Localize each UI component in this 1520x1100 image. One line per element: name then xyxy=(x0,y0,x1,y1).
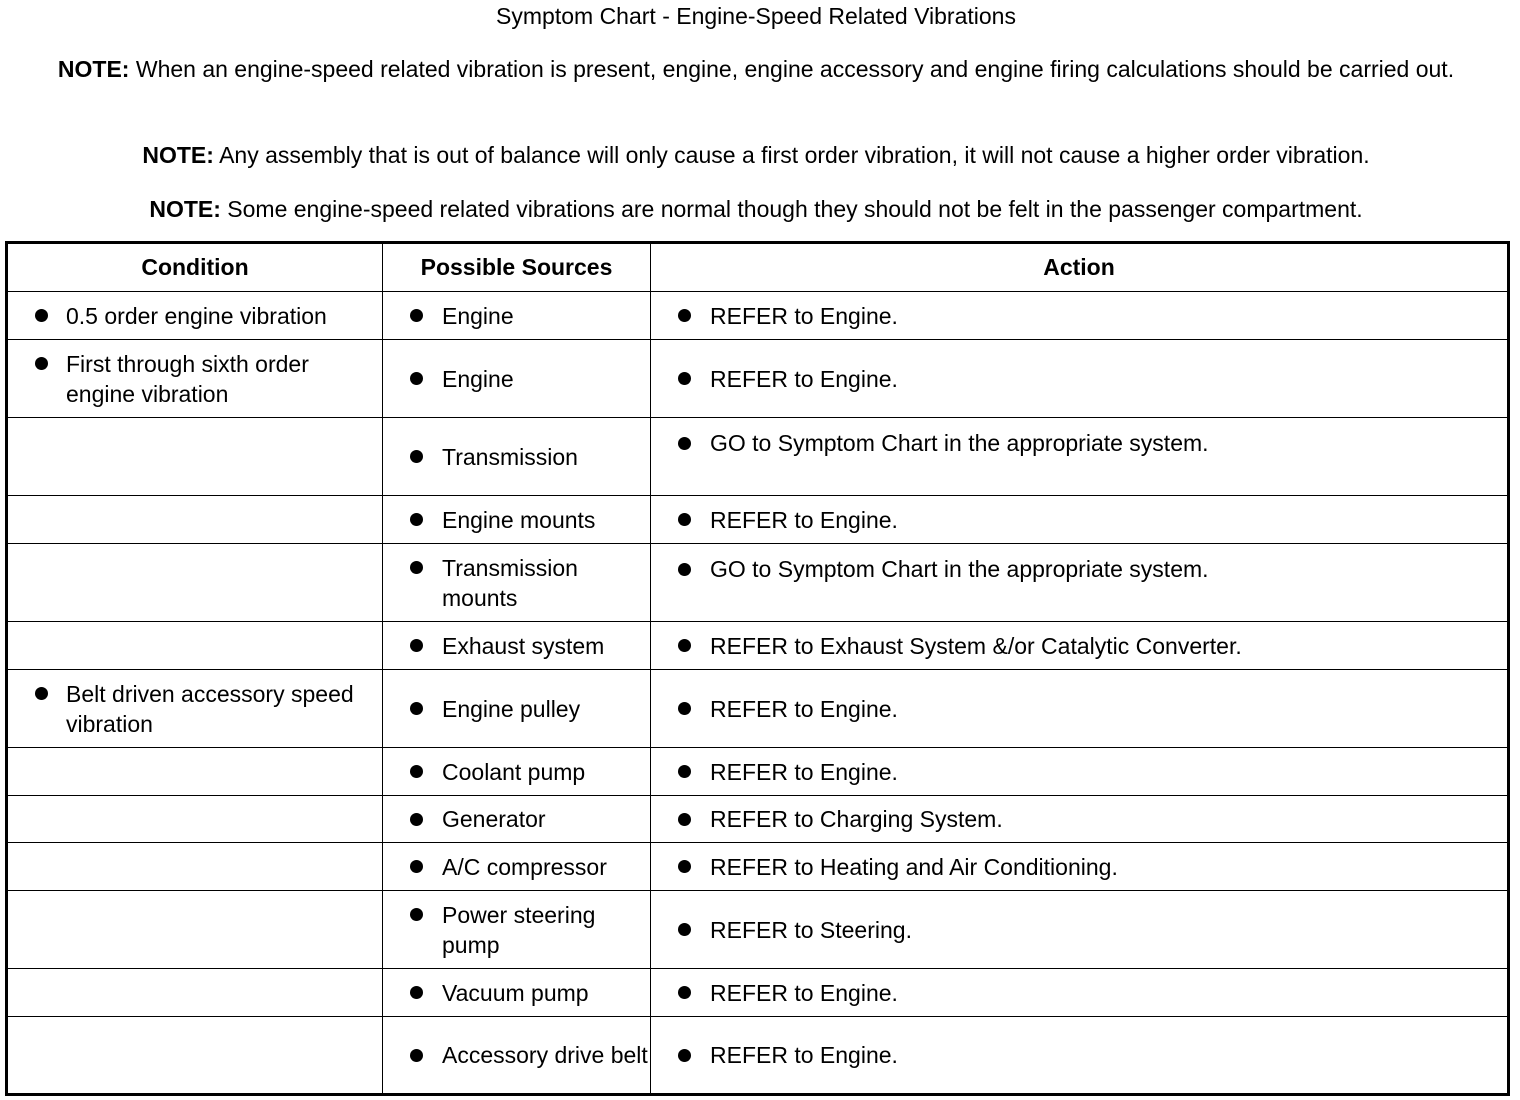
bullet-icon xyxy=(678,563,691,576)
bullet-icon xyxy=(410,908,423,921)
action-text: REFER to Engine. xyxy=(710,979,898,1006)
bullet-icon xyxy=(410,860,423,873)
bullet-icon xyxy=(410,372,423,385)
source-cell xyxy=(383,1017,651,1095)
action-text: REFER to Engine. xyxy=(710,758,898,785)
table-row xyxy=(7,418,1509,496)
header-possible-sources: Possible Sources xyxy=(383,243,651,292)
source-cell xyxy=(383,496,651,544)
bullet-icon xyxy=(678,1049,691,1062)
bullet-icon xyxy=(410,986,423,999)
bullet-icon xyxy=(35,357,48,370)
condition-text: First through sixth order engine vibration xyxy=(66,350,309,407)
source-cell xyxy=(383,891,651,969)
bullet-icon xyxy=(678,923,691,936)
source-cell xyxy=(383,843,651,891)
source-cell xyxy=(383,340,651,418)
source-cell xyxy=(383,544,651,622)
bullet-icon xyxy=(678,309,691,322)
bullet-icon xyxy=(678,639,691,652)
bullet-icon xyxy=(410,765,423,778)
source-text: Engine xyxy=(442,365,514,392)
source-cell xyxy=(383,292,651,340)
action-text: REFER to Engine. xyxy=(710,506,898,533)
table-row xyxy=(7,969,1509,1017)
table-header-row xyxy=(7,243,1509,292)
note-text: When an engine-speed related vibration is present, engine, engine accessory and engine firing calculations should be carried out. xyxy=(135,56,1455,82)
source-text: Engine pulley xyxy=(442,695,581,722)
table-row xyxy=(7,340,1509,418)
bullet-icon xyxy=(678,437,691,450)
action-cell xyxy=(651,292,1509,340)
condition-cell-empty xyxy=(7,418,383,496)
source-text: Accessory drive belt xyxy=(442,1042,648,1068)
table-row xyxy=(7,843,1509,891)
source-text: Transmission xyxy=(442,443,578,470)
source-cell xyxy=(383,622,651,670)
source-text: Power steering pump xyxy=(442,901,596,958)
source-cell xyxy=(383,796,651,843)
table-row xyxy=(7,292,1509,340)
note-1 xyxy=(18,55,1494,84)
source-text: Engine mounts xyxy=(442,506,596,533)
bullet-icon xyxy=(35,309,48,322)
action-cell xyxy=(651,670,1509,748)
action-text: REFER to Steering. xyxy=(710,916,912,943)
bullet-icon xyxy=(678,372,691,385)
condition-cell-empty xyxy=(7,891,383,969)
condition-cell-empty xyxy=(7,544,383,622)
condition-cell-empty xyxy=(7,1017,383,1095)
note-label: NOTE: xyxy=(149,196,221,222)
bullet-icon xyxy=(410,450,423,463)
condition-cell-empty xyxy=(7,748,383,796)
action-cell xyxy=(651,843,1509,891)
bullet-icon xyxy=(678,702,691,715)
symptom-chart-table xyxy=(5,241,1510,1096)
action-text: REFER to Charging System. xyxy=(710,806,1003,832)
source-text: Transmission mounts xyxy=(442,554,578,611)
condition-cell xyxy=(7,340,383,418)
source-text: Coolant pump xyxy=(442,758,586,785)
bullet-icon xyxy=(410,639,423,652)
action-cell xyxy=(651,340,1509,418)
bullet-icon xyxy=(410,813,423,826)
source-cell xyxy=(383,418,651,496)
action-cell xyxy=(651,496,1509,544)
condition-cell xyxy=(7,670,383,748)
bullet-icon xyxy=(678,860,691,873)
action-cell xyxy=(651,622,1509,670)
note-3 xyxy=(18,195,1494,224)
action-text: REFER to Engine. xyxy=(710,1042,898,1068)
condition-cell xyxy=(7,292,383,340)
bullet-icon xyxy=(678,513,691,526)
table-row xyxy=(7,748,1509,796)
bullet-icon xyxy=(410,1049,423,1062)
bullet-icon xyxy=(410,702,423,715)
bullet-icon xyxy=(35,687,48,700)
note-label: NOTE: xyxy=(142,142,214,168)
note-text: Some engine-speed related vibrations are normal though they should not be felt in the passenger compartment. xyxy=(227,196,1363,222)
source-text: A/C compressor xyxy=(442,853,607,880)
action-text: REFER to Engine. xyxy=(710,302,898,329)
bullet-icon xyxy=(410,561,423,574)
action-cell xyxy=(651,544,1509,622)
action-text: REFER to Exhaust System &/or Catalytic Converter. xyxy=(710,632,1242,659)
note-text: Any assembly that is out of balance will only cause a first order vibration, it will not cause a higher order vibration. xyxy=(219,142,1370,168)
source-cell xyxy=(383,748,651,796)
action-text: GO to Symptom Chart in the appropriate system. xyxy=(710,556,1209,582)
source-cell xyxy=(383,969,651,1017)
action-cell xyxy=(651,748,1509,796)
header-condition: Condition xyxy=(7,243,383,292)
header-action: Action xyxy=(651,243,1509,292)
bullet-icon xyxy=(410,513,423,526)
bullet-icon xyxy=(678,813,691,826)
note-label: NOTE: xyxy=(57,56,130,82)
table-row xyxy=(7,891,1509,969)
note-2 xyxy=(18,141,1494,170)
table-row xyxy=(7,496,1509,544)
source-text: Vacuum pump xyxy=(442,979,589,1006)
source-text: Generator xyxy=(442,806,546,832)
source-text: Engine xyxy=(442,302,514,329)
condition-text: Belt driven accessory speed vibration xyxy=(66,680,354,737)
condition-cell-empty xyxy=(7,496,383,544)
page-title: Symptom Chart - Engine-Speed Related Vibrations xyxy=(496,3,1016,29)
action-cell xyxy=(651,891,1509,969)
action-cell xyxy=(651,796,1509,843)
bullet-icon xyxy=(678,765,691,778)
table-row xyxy=(7,1017,1509,1095)
source-text: Exhaust system xyxy=(442,632,605,659)
action-text: REFER to Engine. xyxy=(710,365,898,392)
bullet-icon xyxy=(410,309,423,322)
action-text: REFER to Heating and Air Conditioning. xyxy=(710,853,1118,880)
condition-cell-empty xyxy=(7,843,383,891)
source-cell xyxy=(383,670,651,748)
condition-text: 0.5 order engine vibration xyxy=(66,302,327,329)
table-row xyxy=(7,622,1509,670)
action-cell xyxy=(651,418,1509,496)
action-text: REFER to Engine. xyxy=(710,695,898,722)
table-row xyxy=(7,796,1509,843)
action-cell xyxy=(651,1017,1509,1095)
condition-cell-empty xyxy=(7,796,383,843)
bullet-icon xyxy=(678,986,691,999)
action-cell xyxy=(651,969,1509,1017)
condition-cell-empty xyxy=(7,969,383,1017)
action-text: GO to Symptom Chart in the appropriate system. xyxy=(710,430,1209,456)
condition-cell-empty xyxy=(7,622,383,670)
table-row xyxy=(7,670,1509,748)
table-row xyxy=(7,544,1509,622)
